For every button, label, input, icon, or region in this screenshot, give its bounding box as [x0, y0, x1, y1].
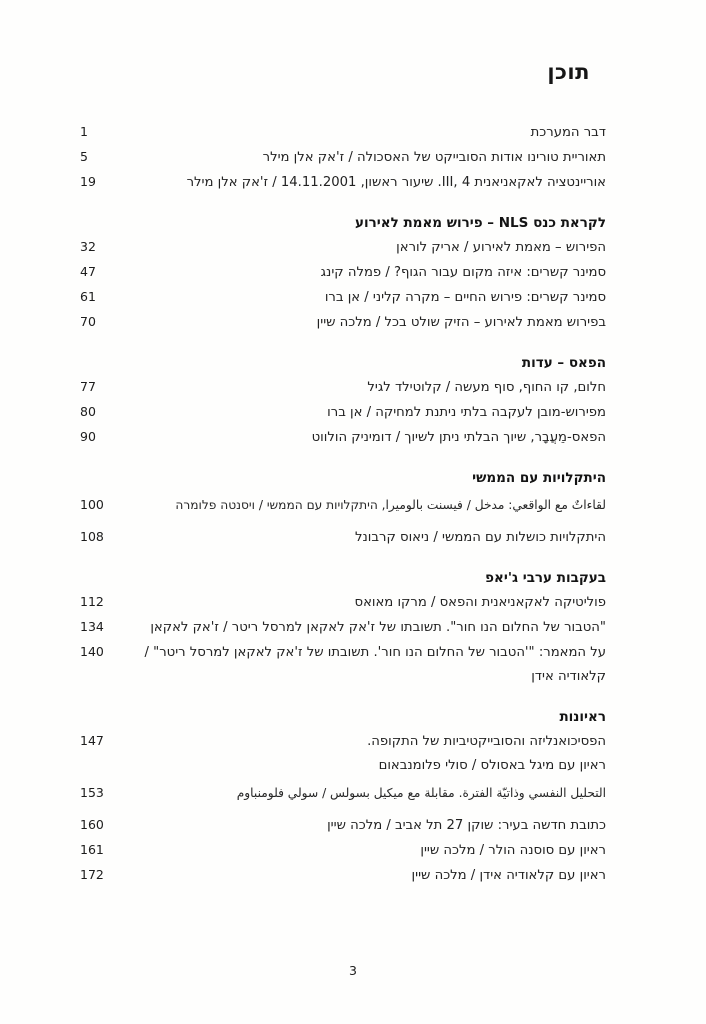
toc-entry-title: ראיון עם סוסנה הולר / מלכה שיין [420, 843, 606, 858]
toc-entry-page: 147 [80, 733, 104, 748]
toc-entry-page: 153 [80, 785, 104, 800]
toc-section-header: ראיונות [559, 709, 606, 725]
toc-section [80, 120, 606, 195]
toc-entry-page: 32 [80, 239, 96, 254]
toc-entry-page: 70 [80, 314, 96, 329]
toc-row [80, 640, 606, 665]
toc-entry-page: 77 [80, 379, 96, 394]
toc-row [80, 170, 606, 195]
toc-entry-page: 140 [80, 644, 104, 659]
toc-entry-title: פוליטיקה לאקאניאנית והפאס / מרקו מאואס [354, 595, 606, 610]
toc-entry-page: 1 [80, 124, 88, 139]
toc-entry-title: ראיון עם מיגל באסולס / סולי פלומנבאום [378, 758, 606, 773]
toc-entry-page: 112 [80, 594, 104, 609]
toc-row [80, 425, 606, 450]
toc-entry-page: 100 [80, 497, 104, 512]
toc-entry-page: 61 [80, 289, 96, 304]
toc-section [80, 566, 606, 689]
toc-entry-title: על המאמר: "'הטבור של החלום הנו חור'. תשובתו של ז'אק לאקאן למרסל ריטר" / [144, 645, 606, 660]
toc-entry-title: מפירוש-מובן לעקבה בלתי ניתנת למחיקה / אן ברו [327, 405, 606, 420]
toc-entry-title: لقاءاتٌ مع الواقعي: مدخل / فيسنت بالوميرا, היתקלויות עם הממשי / ויסנטה פלומרה [175, 498, 606, 512]
toc-row [80, 400, 606, 425]
toc-section [80, 705, 606, 888]
page-title: תוכן [547, 60, 590, 84]
toc-entry-title: בפירוש מאמת לאירוע – הזיק שולט בכל / מלכה שיין [316, 315, 606, 330]
toc-row [80, 120, 606, 145]
toc-section-header: הפאס – עדות [521, 355, 606, 371]
toc-entry-page: 161 [80, 842, 104, 857]
toc-entry-title: הפירוש – מאמת לאירוע / אריק לוראן [396, 240, 606, 255]
toc-row [80, 665, 606, 689]
toc-row [80, 145, 606, 170]
toc-entry-title: التحليل النفسي وذاتيّة الفترة. مقابلة مع ميكيل بسولس / سولي فلومنباوم [236, 786, 606, 800]
toc-entry-title: אוריינטציה לאקאניאנית III, 4. שיעור ראשון, 14.11.2001 / ז'אק אלן מילר [186, 175, 606, 190]
toc-row [80, 285, 606, 310]
toc-row [80, 590, 606, 615]
toc-entry-title: הפאס-מֵעֲבָר, שיוך הבלתי ניתן לשיוך / דומיניק הולווט [311, 430, 606, 445]
toc-row [80, 863, 606, 888]
toc-row [80, 813, 606, 838]
toc-row [80, 729, 606, 754]
toc-row [80, 310, 606, 335]
toc-entry-page: 108 [80, 529, 104, 544]
toc-section [80, 211, 606, 335]
toc-section-header: היתקלויות עם הממשי [472, 470, 606, 486]
toc-entry-title: קלאודיה אידן [531, 669, 606, 684]
toc-entry-title: "הטבור של החלום הנו חור". תשובתו של ז'אק לאקאן למרסל ריטר / ז'אק לאקאן [150, 620, 606, 635]
toc-entry-page: 47 [80, 264, 96, 279]
toc-entry-title: חלום, קו החוף, סוף מעשה / קלוטילד לגיל [367, 380, 606, 395]
toc-row [80, 615, 606, 640]
toc-entry-title: הפסיכואנליזה והסובייקטיביות של התקופה. [367, 734, 606, 749]
toc-entry-title: היתקלויות כושלות עם הממשי / ניאוס קרבונל [355, 530, 606, 545]
toc-entry-page: 5 [80, 149, 88, 164]
toc-entry-page: 172 [80, 867, 104, 882]
toc-section-header: לקראת כנס NLS – פירוש מאמת לאירוע [355, 215, 606, 231]
toc-entry-page: 134 [80, 619, 104, 634]
toc-section-header: בעקבות ערבי ג'יאפ [485, 570, 606, 586]
toc-entry-title: ראיון עם קלאודיה אידן / מלכה שיין [411, 868, 606, 883]
toc-row [80, 754, 606, 778]
toc-row [80, 494, 606, 516]
toc-row [80, 838, 606, 863]
toc-entry-title: כתובת חדשה בעיר: שוקן 27 תל אביב / מלכה שיין [327, 818, 606, 833]
toc-entry-title: תאוריית טורינו אודות הסובייקט של האסכולה / ז'אק אלן מילר [262, 150, 606, 165]
toc-row [80, 260, 606, 285]
toc-list [80, 120, 606, 888]
toc-entry-title: סמינר קשרים: איזה מקום עבור הגוף? / פמלה קינג [320, 265, 606, 280]
toc-row [80, 525, 606, 550]
toc-section [80, 466, 606, 550]
toc-row [80, 235, 606, 260]
toc-entry-title: דבר המערכת [530, 125, 606, 140]
toc-entry-title: סמינר קשרים: פירוש החיים – מקרה קליני / אן ברו [324, 290, 606, 305]
footer-page-number: 3 [349, 963, 357, 978]
toc-row [80, 782, 606, 804]
toc-entry-page: 90 [80, 429, 96, 444]
toc-entry-page: 19 [80, 174, 96, 189]
toc-entry-page: 160 [80, 817, 104, 832]
toc-entry-page: 80 [80, 404, 96, 419]
toc-row [80, 375, 606, 400]
toc-section [80, 351, 606, 450]
